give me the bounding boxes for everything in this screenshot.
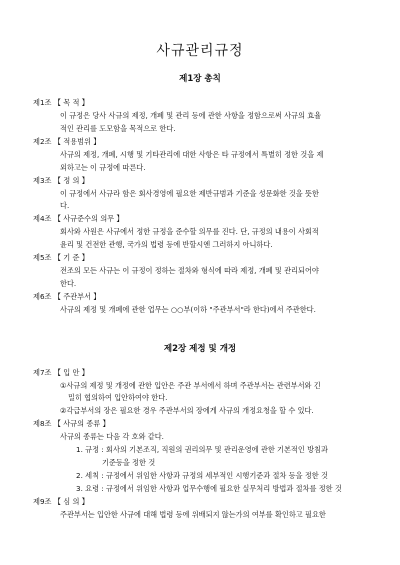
article-5-heading: 제5조 【 기 준 】 (33, 253, 89, 262)
article-2-line: 사규의 제정, 개폐, 시행 및 기타관리에 대한 사항은 타 규정에서 특별히 정한 것을 제 (60, 150, 324, 159)
article-8-intro: 사규의 종류는 다음 각 호와 같다. (60, 432, 164, 441)
article-1-line: 적인 관리를 도모함을 목적으로 한다. (60, 124, 176, 133)
article-5-line: 전조의 모든 사규는 이 규정이 정하는 절차와 형식에 따라 제정, 개폐 및 관리되어야 (60, 266, 319, 275)
article-4-line: 회사와 사원은 사규에서 정한 규정을 준수할 의무를 진다. 단, 규정의 내용이 사회적 (60, 227, 319, 236)
article-1-heading: 제1조 【 목 적 】 (33, 98, 89, 107)
article-7-item-1-cont: 밀히 협의하여 입안하여야 한다. (68, 393, 168, 402)
article-1-line: 이 규정은 당사 사규의 제정, 개폐 및 관리 등에 관한 사항을 정함으로써 사규의 효율 (60, 111, 322, 120)
article-5-line: 한다. (60, 279, 77, 288)
article-6-heading: 제6조 【 주관부서 】 (33, 292, 101, 301)
document-title: 사규관리규정 (156, 43, 244, 59)
article-8-heading: 제8조 【 사규의 종류 】 (33, 419, 110, 428)
article-8-item-2: 2. 세칙 : 규정에서 위임한 사항과 규정의 세부적인 시행기준과 절차 등을 정한 것 (76, 471, 328, 480)
article-3-heading: 제3조 【 정 의 】 (33, 176, 89, 185)
article-9-line: 주관부서는 입안한 사규에 대해 법령 등에 위배되지 않는가의 여부를 확인하고 필요한 (60, 510, 326, 519)
article-3-line: 다. (60, 201, 70, 210)
article-8-item-3: 3. 요령 : 규정에서 위임한 사항과 업무수행에 필요한 실무처리 방법과 절차를 정한 것 (76, 484, 342, 493)
article-7-heading: 제7조 【 입 안 】 (33, 368, 89, 377)
article-4-line: 윤리 및 건전한 관행, 국가의 법령 등에 반할시엔 그러하지 아니하다. (60, 240, 273, 249)
article-8-item-1: 1. 규정 : 회사의 기본조직, 직원의 권리의무 및 관리운영에 관한 기본적인 방침과 (76, 445, 328, 454)
article-4-heading: 제4조 【 사규준수의 의무 】 (33, 214, 124, 223)
article-6-line: 사규의 제정 및 개폐에 관한 업무는 ○○부(이하 "주관부서"라 한다)에서 주관한다. (60, 305, 316, 314)
article-3-line: 이 규정에서 사규라 함은 회사경영에 필요한 제반규범과 기준을 성문화한 것을 뜻한 (60, 189, 319, 198)
article-9-heading: 제9조 【 심 의 】 (33, 497, 89, 506)
article-8-item-1-cont: 기준등을 정한 것 (102, 458, 156, 467)
article-2-line: 외하고는 이 규정에 따른다. (60, 163, 146, 172)
article-7-item-2: ②각급부서의 장은 필요한 경우 주관부서의 장에게 사규의 개정요청을 할 수 있다. (60, 406, 314, 415)
chapter-2-heading: 제2장 제정 및 개정 (163, 344, 237, 354)
chapter-1-heading: 제1장 총칙 (179, 74, 221, 84)
article-2-heading: 제2조 【 적용범위 】 (33, 137, 101, 146)
article-7-item-1: ①사규의 제정 및 개정에 관한 입안은 주관 부서에서 하며 주관부서는 관련부서와 긴 (60, 381, 321, 390)
